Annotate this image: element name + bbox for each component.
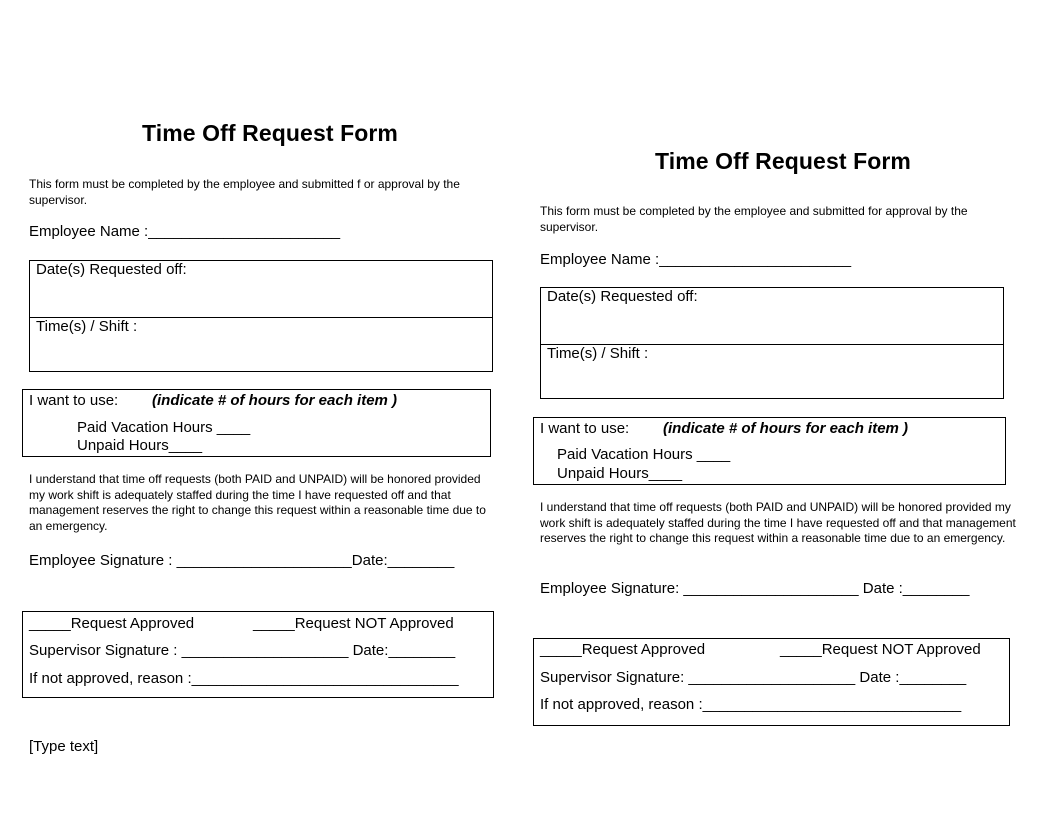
form-intro: This form must be completed by the employee and submitted f or approval by the supervisor. — [29, 177, 460, 207]
times-shift-label: Time(s) / Shift : — [547, 345, 649, 362]
dates-requested-row[interactable] — [30, 261, 492, 317]
dates-requested-label: Date(s) Requested off: — [36, 261, 187, 278]
supervisor-signature-field[interactable]: Supervisor Signature: ____________________ Date :________ — [540, 669, 967, 686]
times-shift-row[interactable] — [541, 344, 1003, 399]
supervisor-signature-field[interactable]: Supervisor Signature : ____________________ Date:________ — [29, 642, 456, 659]
use-hint: (indicate # of hours for each item ) — [663, 420, 909, 437]
dates-times-box — [540, 287, 1004, 399]
times-shift-row[interactable] — [30, 317, 492, 372]
form-title: Time Off Request Form — [142, 120, 398, 146]
unpaid-hours-field[interactable]: Unpaid Hours____ — [557, 465, 683, 482]
employee-name-field[interactable]: Employee Name :_______________________ — [29, 223, 341, 240]
employee-signature-field[interactable]: Employee Signature: _____________________ Date :________ — [540, 580, 970, 597]
request-approved-checkbox[interactable]: _____Request Approved — [29, 615, 195, 632]
understand-paragraph: I understand that time off requests (both PAID and UNPAID) will be honored provided my work shift is adequately staffed during the time I have requested off and that management reserves the right to change this request within a reasonable time due to an emergency. — [540, 500, 1016, 545]
understand-paragraph: I understand that time off requests (both PAID and UNPAID) will be honored provided my work shift is adequately staffed during the time I have requested off and that management reserves the right to change this request within a reasonable time due to an emergency. — [29, 472, 486, 533]
times-shift-label: Time(s) / Shift : — [36, 318, 138, 335]
use-label: I want to use: — [29, 392, 119, 409]
form-title: Time Off Request Form — [655, 148, 911, 174]
dates-times-box — [29, 260, 493, 372]
supervisor-box — [22, 611, 494, 698]
time-off-form-left — [0, 0, 486, 816]
employee-name-field[interactable]: Employee Name :_______________________ — [540, 251, 852, 268]
hours-box — [22, 389, 491, 457]
time-off-form-right — [511, 0, 1016, 816]
use-label: I want to use: — [540, 420, 630, 437]
dates-requested-label: Date(s) Requested off: — [547, 288, 698, 305]
unpaid-hours-field[interactable]: Unpaid Hours____ — [77, 437, 203, 454]
hours-box — [533, 417, 1006, 485]
request-approved-checkbox[interactable]: _____Request Approved — [540, 641, 706, 658]
not-approved-reason-field[interactable]: If not approved, reason :_______________________________ — [540, 696, 962, 713]
supervisor-box — [533, 638, 1010, 726]
request-not-approved-checkbox[interactable]: _____Request NOT Approved — [253, 615, 454, 632]
footer-placeholder-text: [Type text] — [29, 738, 99, 755]
form-intro: This form must be completed by the employee and submitted for approval by the supervisor. — [540, 204, 968, 234]
employee-signature-field[interactable]: Employee Signature : _____________________Date:________ — [29, 552, 455, 569]
paid-vacation-hours-field[interactable]: Paid Vacation Hours ____ — [557, 446, 731, 463]
use-hint: (indicate # of hours for each item ) — [152, 392, 398, 409]
dates-requested-row[interactable] — [541, 288, 1003, 344]
paid-vacation-hours-field[interactable]: Paid Vacation Hours ____ — [77, 419, 251, 436]
not-approved-reason-field[interactable]: If not approved, reason :________________________________ — [29, 670, 459, 687]
request-not-approved-checkbox[interactable]: _____Request NOT Approved — [780, 641, 981, 658]
